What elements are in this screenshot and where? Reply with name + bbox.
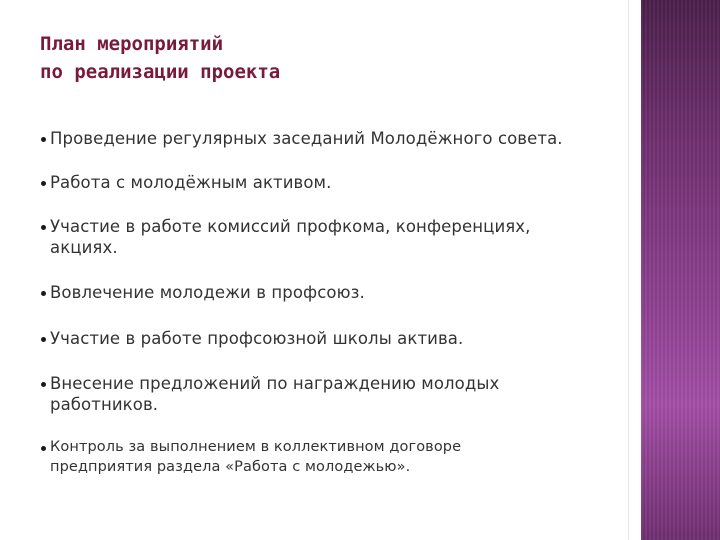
list-item (40, 172, 600, 193)
list-item-text: Внесение предложений по награждению молодых работников. (50, 374, 500, 414)
decorative-side-panel (641, 0, 720, 540)
title-line-1: План мероприятий (40, 33, 224, 55)
bullet-icon (41, 382, 46, 387)
list-item (40, 328, 600, 349)
list-item (40, 128, 600, 149)
list-item-text: Участие в работе комиссий профкома, конференциях, акциях. (50, 217, 531, 257)
list-item-text: Работа с молодёжным активом. (50, 173, 332, 192)
bullet-icon (41, 225, 46, 230)
bullet-icon (41, 337, 46, 342)
list-item (40, 437, 520, 477)
list-item (40, 373, 540, 415)
list-item-text: Проведение регулярных заседаний Молодёжного совета. (50, 129, 563, 148)
bullet-icon (41, 446, 46, 451)
list-item-text: Контроль за выполнением в коллективном договоре предприятия раздела «Работа с молодежью». (50, 439, 462, 475)
side-divider (628, 0, 642, 540)
bullet-icon (41, 291, 46, 296)
bullet-icon (41, 137, 46, 142)
list-item (40, 282, 600, 303)
list-item (40, 216, 570, 258)
list-item-text: Участие в работе профсоюзной школы актива. (50, 329, 464, 348)
bullet-icon (41, 181, 46, 186)
title-line-2: по реализации проекта (40, 61, 281, 83)
list-item-text: Вовлечение молодежи в профсоюз. (50, 283, 365, 302)
action-plan-list (40, 128, 600, 477)
slide-title (40, 30, 600, 86)
